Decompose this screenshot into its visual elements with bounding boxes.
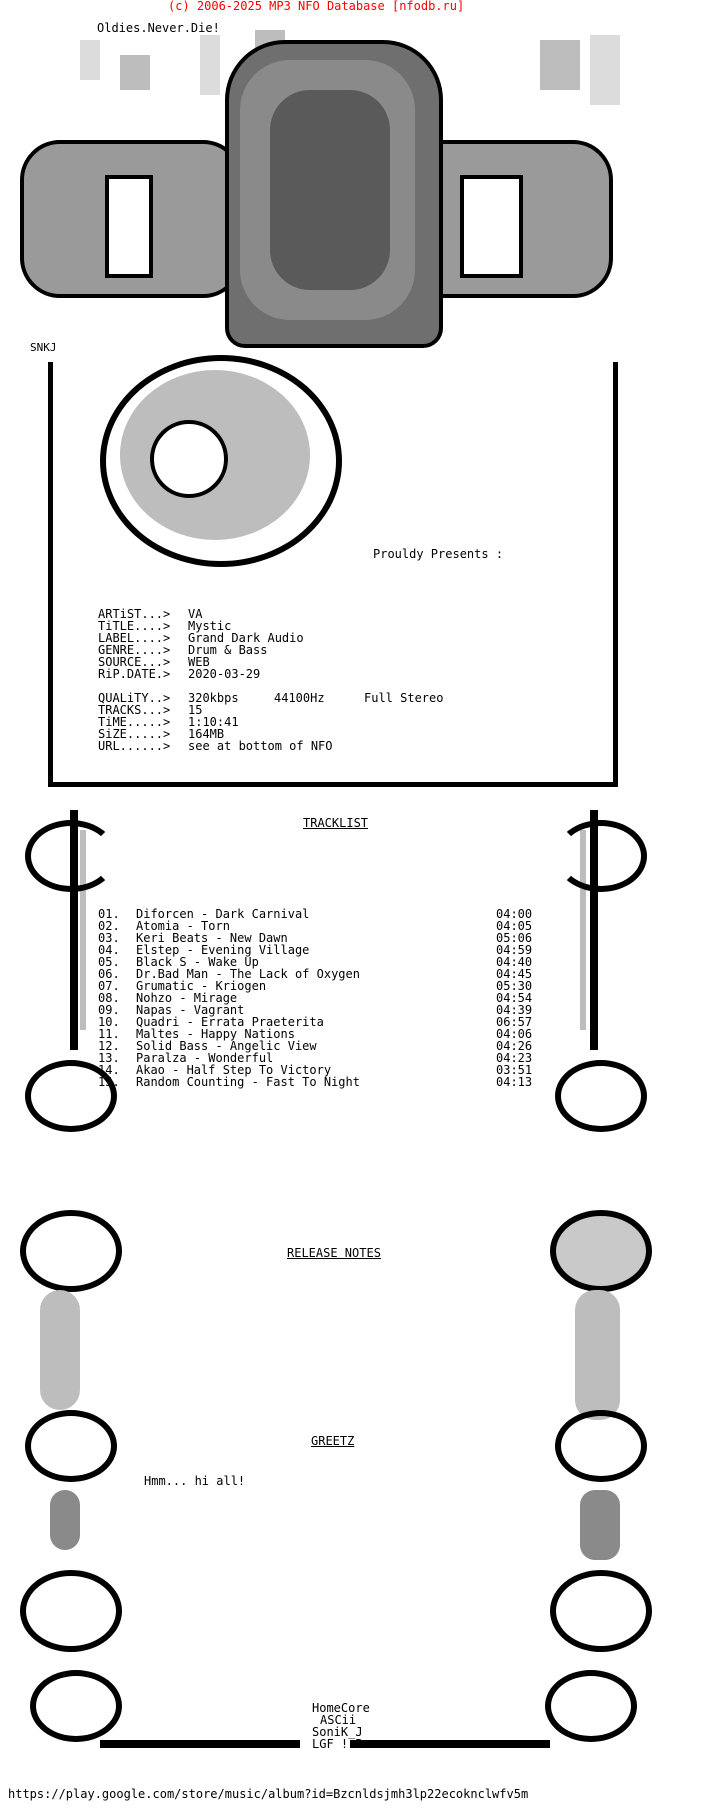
- track-number: 09.: [98, 1003, 120, 1017]
- track-time: 05:06: [496, 931, 533, 945]
- track-time: 04:59: [496, 943, 533, 957]
- track-title: Nohzo - Mirage: [136, 991, 238, 1005]
- quality-label: QUALiTY..>: [98, 691, 171, 705]
- track-time: 04:54: [496, 991, 533, 1005]
- release-notes-heading: RELEASE NOTES: [287, 1246, 381, 1260]
- copyright-banner: (c) 2006-2025 MP3 NFO Database [nfodb.ru]: [168, 0, 465, 13]
- info-value: 2020-03-29: [188, 667, 261, 681]
- greetz-text: Hmm... hi all!: [144, 1474, 246, 1488]
- credit-line: ASCii: [320, 1713, 357, 1727]
- track-time: 04:06: [496, 1027, 533, 1041]
- info-label: GENRE....>: [98, 643, 171, 657]
- info-value: VA: [188, 607, 203, 621]
- info-label: TRACKS...>: [98, 703, 171, 717]
- info-value: Grand Dark Audio: [188, 631, 304, 645]
- tracklist-heading: TRACKLIST: [303, 816, 369, 830]
- track-title: Black S - Wake Up: [136, 955, 259, 969]
- info-value: WEB: [188, 655, 210, 669]
- credit-line: LGF ! Bv: [312, 1737, 370, 1751]
- credit-line: SoniK_J: [312, 1725, 363, 1739]
- track-number: 05.: [98, 955, 120, 969]
- track-title: Paralza - Wonderful: [136, 1051, 274, 1065]
- track-number: 14.: [98, 1063, 120, 1077]
- track-number: 10.: [98, 1015, 120, 1029]
- info-value: 1:10:41: [188, 715, 239, 729]
- info-label: TiTLE....>: [98, 619, 171, 633]
- track-number: 07.: [98, 979, 120, 993]
- track-title: Quadri - Errata Praeterita: [136, 1015, 324, 1029]
- info-value: 15: [188, 703, 203, 717]
- source-url[interactable]: https://play.google.com/store/music/album?id=Bzcnldsjmh3lp22ecoknclwfv5m: [8, 1787, 529, 1801]
- track-title: Grumatic - Kriogen: [136, 979, 267, 993]
- credit-line: HomeCore: [312, 1701, 370, 1715]
- track-title: Akao - Half Step To Victory: [136, 1063, 332, 1077]
- track-title: Elstep - Evening Village: [136, 943, 310, 957]
- track-time: 04:45: [496, 967, 533, 981]
- track-time: 03:51: [496, 1063, 533, 1077]
- track-number: 08.: [98, 991, 120, 1005]
- track-number: 04.: [98, 943, 120, 957]
- track-number: 15.: [98, 1075, 120, 1089]
- info-label: URL......>: [98, 739, 171, 753]
- info-label: ARTiST...>: [98, 607, 171, 621]
- track-time: 05:30: [496, 979, 533, 993]
- track-title: Diforcen - Dark Carnival: [136, 907, 310, 921]
- track-time: 04:40: [496, 955, 533, 969]
- track-number: 06.: [98, 967, 120, 981]
- info-value: Drum & Bass: [188, 643, 268, 657]
- info-label: LABEL....>: [98, 631, 171, 645]
- info-label: SOURCE...>: [98, 655, 171, 669]
- presents-label: Prouldy Presents :: [373, 547, 504, 561]
- track-time: 04:23: [496, 1051, 533, 1065]
- quality-mode: Full Stereo: [364, 691, 444, 705]
- info-label: TiME.....>: [98, 715, 171, 729]
- info-value: see at bottom of NFO: [188, 739, 333, 753]
- track-number: 13.: [98, 1051, 120, 1065]
- track-title: Random Counting - Fast To Night: [136, 1075, 360, 1089]
- greetz-heading: GREETZ: [311, 1434, 355, 1448]
- info-value: Mystic: [188, 619, 232, 633]
- track-title: Keri Beats - New Dawn: [136, 931, 288, 945]
- track-title: Napas - Vagrant: [136, 1003, 245, 1017]
- ornament-left: [0, 790, 150, 1780]
- quality-bitrate: 320kbps: [188, 691, 239, 705]
- track-time: 04:05: [496, 919, 533, 933]
- track-time: 06:57: [496, 1015, 533, 1029]
- track-time: 04:00: [496, 907, 533, 921]
- slogan: Oldies.Never.Die!: [97, 21, 220, 35]
- track-number: 12.: [98, 1039, 120, 1053]
- track-number: 11.: [98, 1027, 120, 1041]
- track-time: 04:13: [496, 1075, 533, 1089]
- track-time: 04:26: [496, 1039, 533, 1053]
- track-title: Maltes - Happy Nations: [136, 1027, 295, 1041]
- track-time: 04:39: [496, 1003, 533, 1017]
- track-number: 01.: [98, 907, 120, 921]
- track-number: 03.: [98, 931, 120, 945]
- info-label: RiP.DATE.>: [98, 667, 171, 681]
- track-title: Atomia - Torn: [136, 919, 230, 933]
- info-label: SiZE.....>: [98, 727, 171, 741]
- track-number: 02.: [98, 919, 120, 933]
- art-signature: SNKJ: [30, 341, 57, 354]
- info-value: 164MB: [188, 727, 225, 741]
- track-title: Dr.Bad Man - The Lack of Oxygen: [136, 967, 360, 981]
- track-title: Solid Bass - Angelic View: [136, 1039, 317, 1053]
- quality-rate: 44100Hz: [274, 691, 325, 705]
